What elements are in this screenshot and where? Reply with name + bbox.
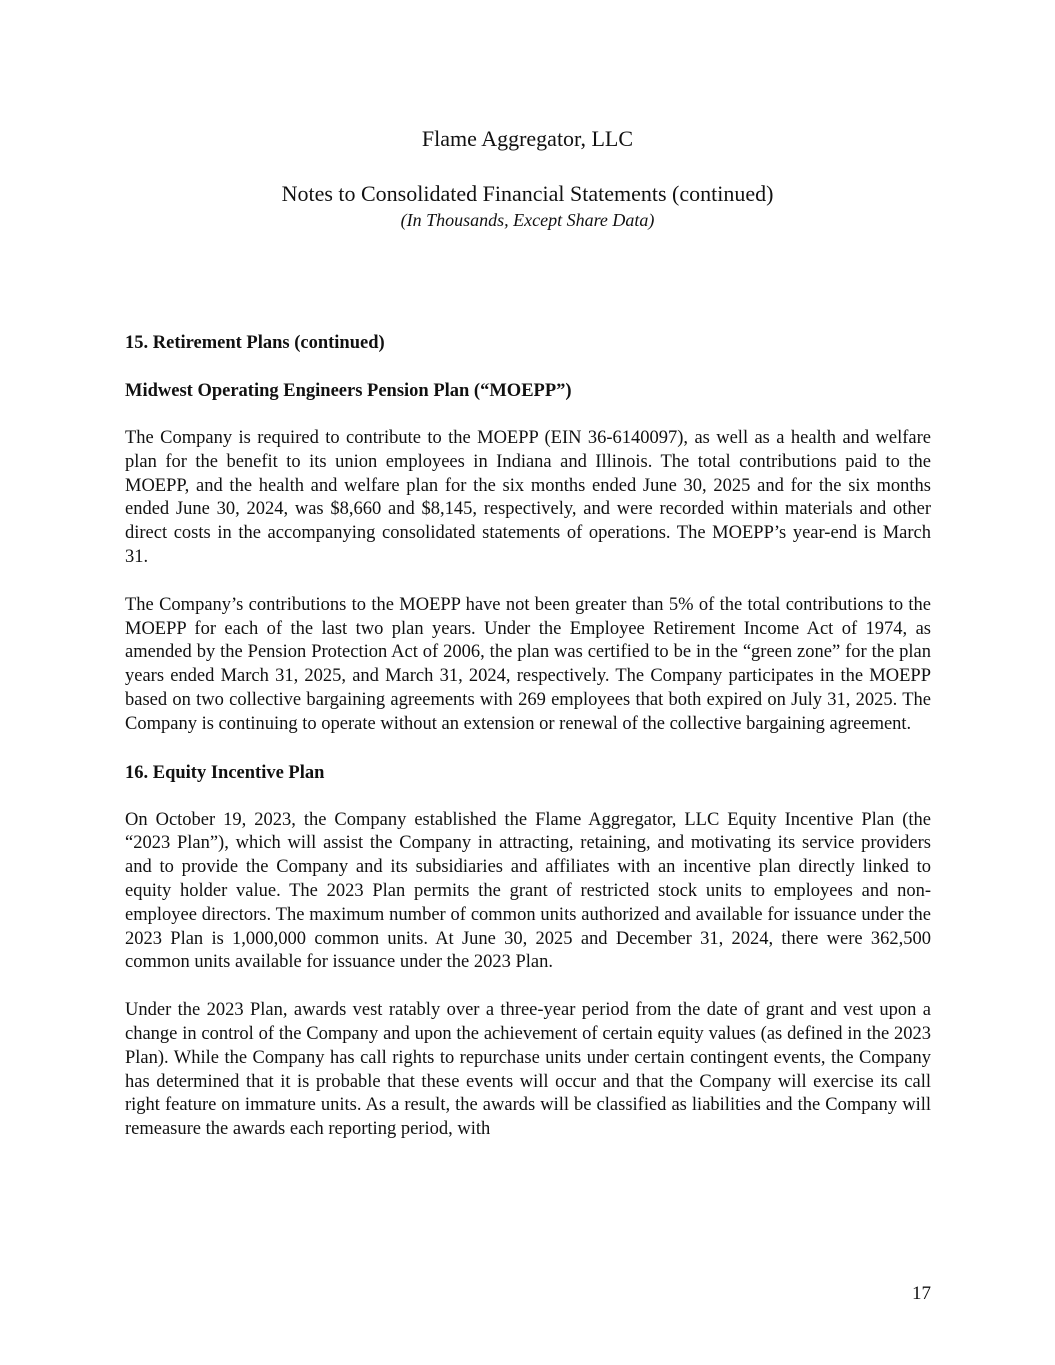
paragraph-moepp-status: The Company’s contributions to the MOEPP have not been greater than 5% of the total contributions to the MOEPP for each of the last two plan years. Under the Employee Retirement Income Act of 1974, as amended by the Pension Protection Act of 2006, the plan was certified to be in the “green zone” for the plan years ended March 31, 2025, and March 31, 2024, respectively. The Company participates in the MOEPP based on two collective bargaining agreements with 269 employees that both expired on July 31, 2025. The Company is continuing to operate without an extension or renewal of the collective bargaining agreement. <box>125 594 931 734</box>
document-body <box>125 331 931 1142</box>
company-name: Flame Aggregator, LLC <box>421 126 634 151</box>
page-subtitle: (In Thousands, Except Share Data) <box>400 210 655 230</box>
page-number: 17 <box>912 1283 931 1304</box>
page-title: Notes to Consolidated Financial Statements (continued) <box>281 181 774 206</box>
section-heading-retirement: 15. Retirement Plans (continued) <box>125 333 385 353</box>
subsection-heading-moepp: Midwest Operating Engineers Pension Plan (“MOEPP”) <box>125 381 572 401</box>
paragraph-moepp-contributions: The Company is required to contribute to the MOEPP (EIN 36-6140097), as well as a health and welfare plan for the benefit to its union employees in Indiana and Illinois. The total contributions paid to the MOEPP, and the health and welfare plan for the six months ended June 30, 2025 and for the six months ended June 30, 2024, was $8,660 and $8,145, respectively, and were recorded within materials and other direct costs in the accompanying consolidated statements of operations. The MOEPP’s year-end is March 31. <box>125 428 931 567</box>
section-heading-equity: 16. Equity Incentive Plan <box>125 762 325 783</box>
paragraph-equity-plan: On October 19, 2023, the Company established the Flame Aggregator, LLC Equity Incentive Plan (the “2023 Plan”), which will assist the Company in attracting, retaining, and motivating its service providers and to provide the Company and its subsidiaries and affiliates with an incentive plan directly linked to equity holder value. The 2023 Plan permits the grant of restricted stock units to employees and non-employee directors. The maximum number of common units authorized and available for issuance under the 2023 Plan is 1,000,000 common units. At June 30, 2025 and December 31, 2024, there were 362,500 common units available for issuance under the 2023 Plan. <box>125 809 931 973</box>
paragraph-equity-vesting: Under the 2023 Plan, awards vest ratably over a three-year period from the date of grant and vest upon a change in control of the Company and upon the achievement of certain equity values (as defined in the 2023 Plan). While the Company has call rights to repurchase units under certain contingent events, the Company has determined that it is probable that these events will occur and that the Company will exercise its call right feature on immature units. As a result, the awards will be classified as liabilities and the Company will remeasure the awards each reporting period, with <box>125 1000 931 1140</box>
